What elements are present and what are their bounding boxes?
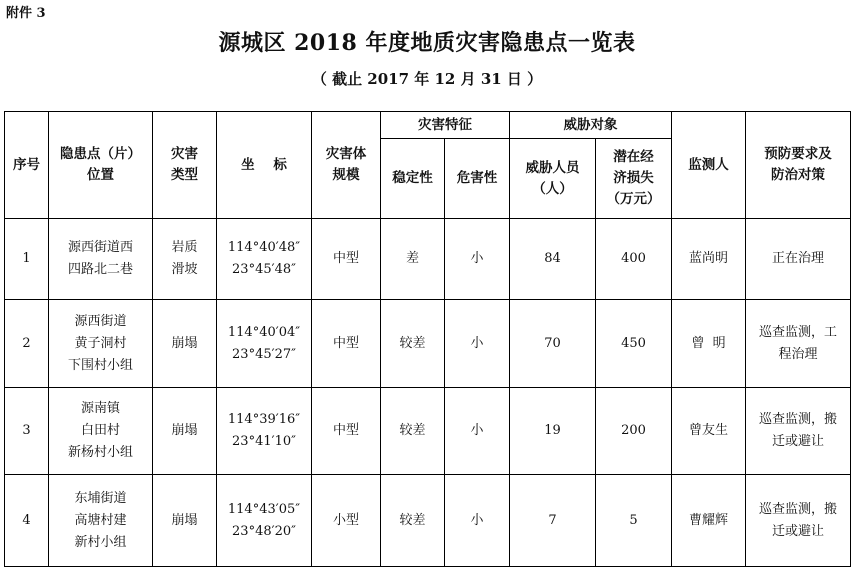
cell-text-line: 23°48′20″ — [232, 523, 296, 539]
cell-text-line: 济损失 — [613, 170, 654, 186]
table-row — [5, 475, 851, 567]
header-people — [510, 139, 596, 219]
cell-measures — [746, 219, 851, 300]
cell-type — [153, 219, 217, 300]
cell-text-line: 程治理 — [778, 346, 818, 362]
cell-people: 19 — [510, 387, 596, 475]
cell-text-line: 23°45′48″ — [232, 262, 296, 278]
cell-location — [49, 219, 153, 300]
table-row — [5, 387, 851, 475]
header-coord: 坐 标 — [217, 112, 312, 219]
cell-text-line: 迁或避让 — [771, 523, 824, 539]
cell-text-line: 崩塌 — [171, 335, 198, 351]
cell-type — [153, 300, 217, 388]
cell-text-line: 下围村小组 — [67, 357, 133, 373]
cell-type — [153, 387, 217, 475]
cell-text-line: 潜在经 — [613, 149, 654, 165]
cell-text-line: 新村小组 — [74, 534, 127, 550]
cell-text-line: 崩塌 — [171, 423, 198, 439]
header-features: 灾害特征 — [381, 112, 510, 139]
header-no: 序号 — [5, 112, 49, 219]
hazard-table — [4, 111, 851, 567]
cell-coord — [217, 475, 312, 567]
cell-text-line: 预防要求及 — [764, 146, 832, 162]
cell-loss: 5 — [596, 475, 672, 567]
attachment-label: 附件 3 — [6, 6, 46, 21]
cell-text-line: 114°40′04″ — [227, 324, 301, 340]
cell-measures — [746, 387, 851, 475]
cell-scale: 中型 — [312, 219, 381, 300]
cell-text-line: 正在治理 — [771, 251, 824, 267]
cell-no: 2 — [5, 300, 49, 388]
cell-measures — [746, 300, 851, 388]
cell-loss: 200 — [596, 387, 672, 475]
cell-text-line: 隐患点（片） — [60, 146, 141, 162]
cell-stability: 较差 — [381, 387, 445, 475]
cell-text-line: 高塘村建 — [74, 512, 127, 528]
cell-no: 3 — [5, 387, 49, 475]
cell-text-line: 灾害 — [171, 146, 198, 162]
header-scale — [312, 112, 381, 219]
page-subtitle: （ 截止 2017 年 12 月 31 日 ） — [311, 70, 543, 88]
cell-text-line: 源南镇 — [80, 401, 120, 417]
cell-danger: 小 — [445, 387, 510, 475]
cell-text-line: 23°41′10″ — [232, 434, 296, 450]
header-location — [49, 112, 153, 219]
header-type — [153, 112, 217, 219]
cell-danger: 小 — [445, 219, 510, 300]
cell-monitor: 曾 明 — [672, 300, 746, 388]
header-measures — [746, 112, 851, 219]
cell-coord — [217, 219, 312, 300]
cell-people: 70 — [510, 300, 596, 388]
cell-text-line: 岩质 — [171, 240, 198, 256]
cell-text-line: 巡查监测，搬 — [758, 412, 837, 428]
cell-text-line: 四路北二巷 — [67, 262, 133, 278]
header-danger: 危害性 — [445, 139, 510, 219]
header-stability: 稳定性 — [381, 139, 445, 219]
table-row — [5, 300, 851, 388]
cell-stability: 较差 — [381, 300, 445, 388]
cell-scale: 中型 — [312, 387, 381, 475]
cell-text-line: 114°40′48″ — [227, 240, 301, 256]
page-title: 源城区 2018 年度地质灾害隐患点一览表 — [218, 30, 636, 56]
cell-no: 1 — [5, 219, 49, 300]
cell-text-line: （人） — [532, 180, 573, 197]
cell-text-line: 源西街道 — [74, 313, 127, 329]
cell-text-line: 迁或避让 — [771, 434, 824, 450]
cell-coord — [217, 300, 312, 388]
table-row — [5, 219, 851, 300]
cell-text-line: 巡查监测，工 — [758, 324, 837, 340]
cell-text-line: 威胁人员 — [525, 159, 580, 176]
cell-type — [153, 475, 217, 567]
cell-text-line: 114°43′05″ — [227, 501, 301, 517]
cell-people: 7 — [510, 475, 596, 567]
cell-scale: 中型 — [312, 300, 381, 388]
cell-text-line: 白田村 — [80, 423, 120, 439]
cell-location — [49, 475, 153, 567]
cell-people: 84 — [510, 219, 596, 300]
cell-text-line: 黄子洞村 — [74, 335, 127, 351]
cell-text-line: （万元） — [606, 191, 661, 207]
cell-text-line: 灾害体 — [325, 146, 367, 162]
cell-loss: 400 — [596, 219, 672, 300]
cell-measures — [746, 475, 851, 567]
cell-text-line: 巡查监测，搬 — [758, 501, 837, 517]
cell-loss: 450 — [596, 300, 672, 388]
cell-location — [49, 387, 153, 475]
cell-text-line: 滑坡 — [171, 262, 198, 278]
header-monitor: 监测人 — [672, 112, 746, 219]
cell-text-line: 位置 — [87, 167, 114, 183]
cell-monitor: 曹耀辉 — [672, 475, 746, 567]
cell-stability: 差 — [381, 219, 445, 300]
cell-text-line: 东埔街道 — [74, 490, 127, 506]
cell-location — [49, 300, 153, 388]
cell-text-line: 源西街道西 — [67, 240, 133, 256]
cell-text-line: 崩塌 — [171, 512, 198, 528]
cell-scale: 小型 — [312, 475, 381, 567]
cell-danger: 小 — [445, 475, 510, 567]
cell-coord — [217, 387, 312, 475]
cell-danger: 小 — [445, 300, 510, 388]
header-loss — [596, 139, 672, 219]
cell-no: 4 — [5, 475, 49, 567]
cell-text-line: 新杨村小组 — [67, 445, 133, 461]
header-threat: 威胁对象 — [510, 112, 672, 139]
cell-stability: 较差 — [381, 475, 445, 567]
cell-monitor: 蓝尚明 — [672, 219, 746, 300]
cell-text-line: 类型 — [171, 167, 198, 183]
cell-text-line: 23°45′27″ — [232, 346, 296, 362]
cell-monitor: 曾友生 — [672, 387, 746, 475]
cell-text-line: 114°39′16″ — [227, 412, 301, 428]
cell-text-line: 防治对策 — [771, 167, 825, 183]
cell-text-line: 规模 — [332, 167, 360, 183]
